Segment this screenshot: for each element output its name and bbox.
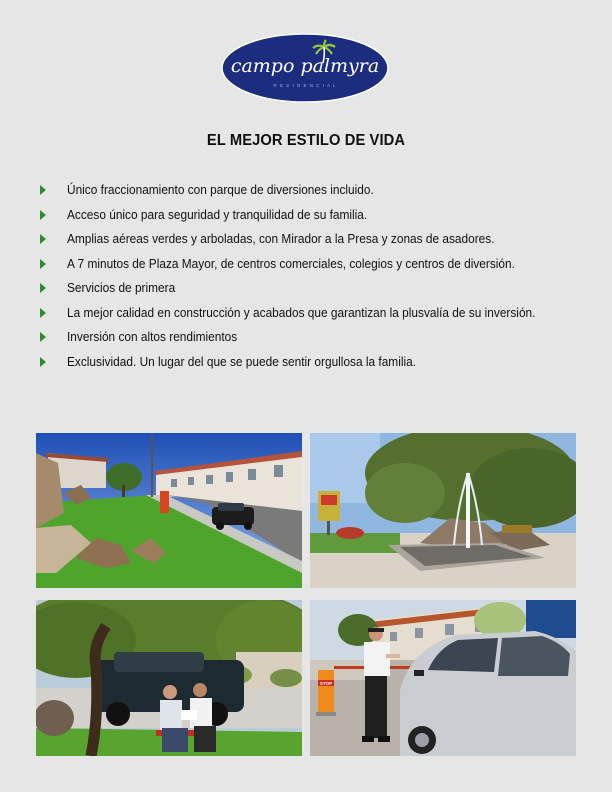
- green-arrow-icon: [40, 210, 46, 220]
- green-arrow-icon: [40, 283, 46, 293]
- list-item: Acceso único para seguridad y tranquilidad de su familia.: [40, 203, 600, 228]
- logo-brand-text: campo palmyra: [230, 55, 380, 77]
- page-title: EL MEJOR ESTILO DE VIDA: [206, 132, 406, 149]
- street-townhouses-photo: [36, 433, 302, 588]
- security-guard-photo: [310, 600, 576, 756]
- green-arrow-icon: [40, 234, 46, 244]
- green-arrow-icon: [40, 259, 46, 269]
- green-arrow-icon: [40, 308, 46, 318]
- stop-sign-text: STOP: [319, 681, 333, 686]
- fountain-garden-photo: [310, 433, 576, 588]
- campo-palmyra-logo: [221, 33, 389, 103]
- list-item: Único fraccionamiento con parque de diversiones incluido.: [40, 178, 600, 203]
- list-item: La mejor calidad en construcción y acabados que garantizan la plusvalía de su inversión.: [40, 301, 600, 326]
- men-bench-photo: [36, 600, 302, 756]
- logo-tagline-text: R E S I D E N C I A L: [273, 83, 337, 88]
- list-item: Inversión con altos rendimientos: [40, 325, 600, 350]
- green-arrow-icon: [40, 185, 46, 195]
- feature-list: [40, 178, 600, 374]
- list-item: Amplias aéreas verdes y arboladas, con Mirador a la Presa y zonas de asadores.: [40, 227, 600, 252]
- list-item: A 7 minutos de Plaza Mayor, de centros comerciales, colegios y centros de diversión.: [40, 252, 600, 277]
- list-item: Exclusividad. Un lugar del que se puede sentir orgullosa la familia.: [40, 350, 600, 375]
- green-arrow-icon: [40, 357, 46, 367]
- green-arrow-icon: [40, 332, 46, 342]
- list-item: Servicios de primera: [40, 276, 600, 301]
